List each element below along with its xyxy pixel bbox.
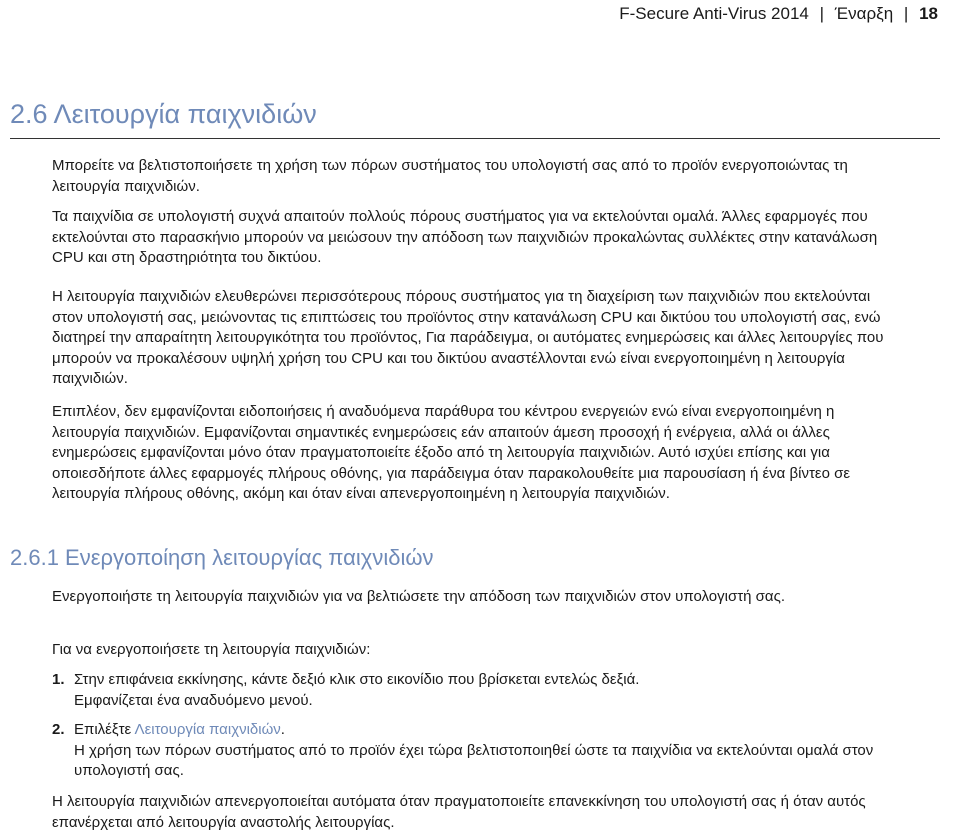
- paragraph-text: Επιπλέον, δεν εμφανίζονται ειδοποιήσεις ή αναδυόμενα παράθυρα του κέντρου ενεργειών ενώ είναι ενεργοποιημένη η λειτουργία παιχνιδιών. Εμφανίζονται σημαντικές ενημερώσεις εάν απαιτούν άμεση προσοχή ή ενέργεια, αλλά οι άλλες ενημερώσεις εμφανίζονται μόνο όταν πραγματοποιείτε έξοδο από τη λειτουργία παιχνιδιών. Αυτό ισχύει επίσης και για οποιεσδήποτε άλλες εφαρμογές πλήρους οθόνης, για παράδειγμα όταν παρακολουθείτε μια παρουσίαση ή ένα βίντεο σε λειτουργία πλήρους οθόνης, ακόμη και όταν είναι απενεργοποιημένη η λειτουργία παιχνιδιών.: [52, 403, 851, 502]
- section-paragraph-3: [52, 287, 892, 390]
- paragraph-text: Για να ενεργοποιήσετε τη λειτουργία παιχνιδιών:: [52, 641, 371, 658]
- header-page-number: 18: [919, 4, 938, 23]
- section-title-rule: [10, 138, 940, 139]
- step-instruction: Στην επιφάνεια εκκίνησης, κάντε δεξιό κλικ στο εικονίδιο που βρίσκεται εντελώς δεξιά.: [74, 671, 640, 688]
- section-paragraph-4: [52, 402, 892, 505]
- section-title: 2.6 Λειτουργία παιχνιδιών: [10, 99, 317, 129]
- step-instruction-end: .: [280, 721, 285, 738]
- header-separator-2: |: [903, 4, 909, 23]
- ui-term-game-mode: Λειτουργία παιχνιδιών: [134, 721, 281, 738]
- subsection-closing: [52, 792, 892, 833]
- subsection-intro: [52, 587, 892, 608]
- paragraph-text: Ενεργοποιήστε τη λειτουργία παιχνιδιών για να βελτιώσετε την απόδοση των παιχνιδιών στον υπολογιστή σας.: [52, 588, 785, 605]
- step-number: 2.: [52, 721, 65, 738]
- paragraph-text: Τα παιχνίδια σε υπολογιστή συχνά απαιτούν πολλούς πόρους συστήματος για να εκτελούνται ομαλά. Άλλες εφαρμογές που εκτελούνται στο παρασκήνιο μπορούν να μειώσουν την απόδοση των παιχνιδιών προκαλώντας συλλέκτες στην κατανάλωση CPU και στη δραστηριότητα του δικτύου.: [52, 208, 878, 266]
- subsection-lead: [52, 640, 892, 661]
- step-item: [52, 670, 912, 711]
- header-product: F-Secure Anti-Virus 2014: [619, 4, 809, 23]
- step-instruction-text: Επιλέξτε: [74, 721, 135, 738]
- paragraph-text: Η λειτουργία παιχνιδιών απενεργοποιείται αυτόματα όταν πραγματοποιείτε επανεκκίνηση του υπολογιστή σας ή όταν αυτός επανέρχεται από λειτουργία αναστολής λειτουργίας.: [52, 793, 866, 831]
- section-paragraph-2: [52, 207, 892, 269]
- step-number: 1.: [52, 671, 65, 688]
- subsection-title: 2.6.1 Ενεργοποίηση λειτουργίας παιχνιδιών: [10, 545, 434, 570]
- page-header: [619, 4, 938, 24]
- step-item: [52, 720, 912, 782]
- steps-list: [52, 670, 912, 791]
- section-paragraph-1: [52, 156, 892, 197]
- header-chapter: Έναρξη: [834, 4, 894, 23]
- step-result: Η χρήση των πόρων συστήματος από το προϊόν έχει τώρα βελτιστοποιηθεί ώστε τα παιχνίδια να εκτελούνται ομαλά στον υπολογιστή σας.: [74, 741, 874, 779]
- step-instruction: [74, 720, 912, 741]
- step-result: Εμφανίζεται ένα αναδυόμενο μενού.: [74, 691, 313, 709]
- paragraph-text: Μπορείτε να βελτιστοποιήσετε τη χρήση των πόρων συστήματος του υπολογιστή σας από το προϊόν ενεργοποιώντας τη λειτουργία παιχνιδιών.: [52, 157, 848, 195]
- paragraph-text: Η λειτουργία παιχνιδιών ελευθερώνει περισσότερους πόρους συστήματος για τη διαχείριση των παιχνιδιών που εκτελούνται στον υπολογιστή σας, μειώνοντας τις επιπτώσεις του προϊόντος στην κατανάλωση CPU και δικτύου του υπολογιστή σας, ενώ διατηρεί την απαραίτητη λειτουργικότητα του προϊόντος, Για παράδειγμα, οι αυτόματες ενημερώσεις και άλλες λειτουργίες που μπορούν να προκαλέσουν υψηλή χρήση του CPU και του δικτύου αναστέλλονται ενώ είναι ενεργοποιημένη η λειτουργία παιχνιδιών.: [52, 288, 884, 387]
- header-separator: |: [819, 4, 825, 23]
